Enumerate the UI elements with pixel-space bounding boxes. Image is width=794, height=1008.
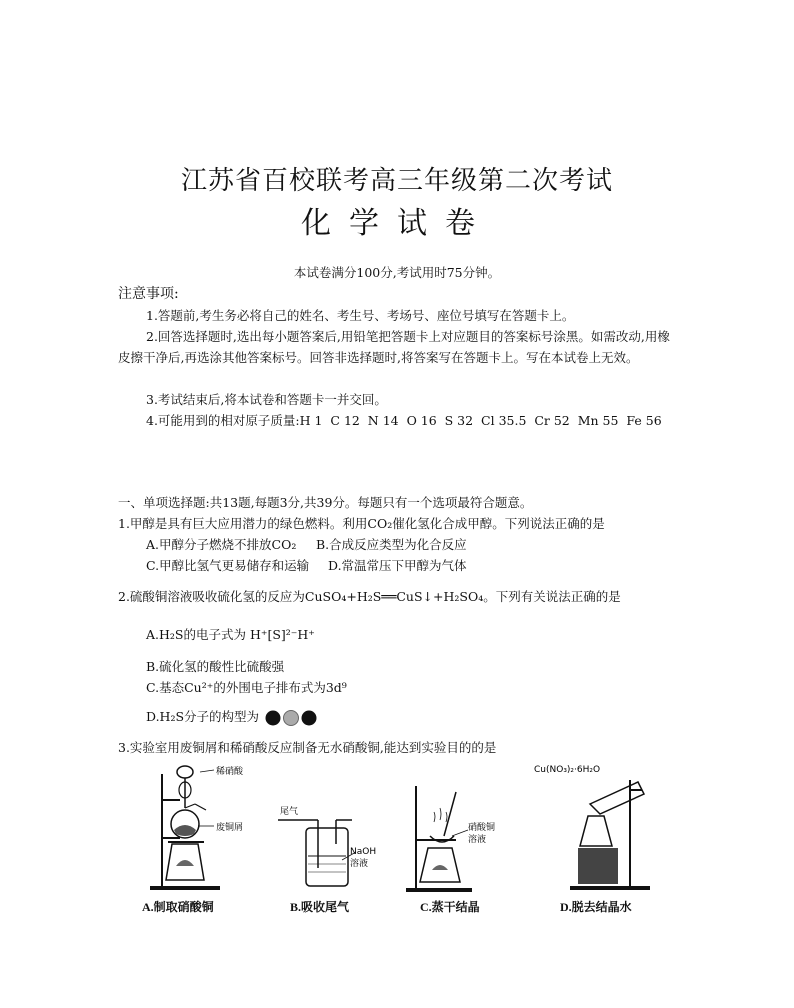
question-3-stem: 3.实验室用废铜屑和稀硝酸反应制备无水硝酸铜,能达到实验目的的是 <box>118 740 497 755</box>
apparatus-c-image <box>404 782 524 894</box>
caption-b: B.吸收尾气 <box>290 900 350 914</box>
label-dilute-nitric-acid: 稀硝酸 <box>216 767 244 777</box>
caption-a: A.制取硝酸铜 <box>142 900 214 914</box>
label-copper-nitrate: 硝酸铜 <box>468 823 496 833</box>
q2-option-a-prefix: A.H₂S的电子式为 <box>146 627 246 642</box>
apparatus-b-image <box>278 800 388 894</box>
exam-intro: 本试卷满分100分,考试用时75分钟。 <box>293 265 501 280</box>
caption-c: C.蒸干结晶 <box>420 900 480 914</box>
caption-d: D.脱去结晶水 <box>560 900 632 914</box>
label-copper-nitrate-hydrate: Cu(NO₃)₂·6H₂O <box>534 765 601 775</box>
notes-heading: 注意事项: <box>118 286 179 302</box>
q1-option-b: B.合成反应类型为化合反应 <box>316 537 467 552</box>
molecule-model-icon <box>263 709 323 727</box>
section-1-heading: 一、单项选择题:共13题,每题3分,共39分。每题只有一个选项最符合题意。 <box>118 495 533 510</box>
label-copper-scrap: 废铜屑 <box>216 823 244 833</box>
q2-option-d-text: D.H₂S分子的构型为 <box>146 709 260 724</box>
apparatus-figures <box>140 760 660 920</box>
q2-option-a <box>146 624 315 645</box>
q2-option-c: C.基态Cu²⁺的外围电子排布式为3d⁹ <box>146 680 347 695</box>
q1-option-d: D.常温常压下甲醇为气体 <box>328 558 467 573</box>
subject-title: 化学试卷 <box>301 206 493 241</box>
label-naoh: NaOH <box>350 847 377 857</box>
q2-option-d <box>146 706 323 727</box>
label-tail-gas: 尾气 <box>280 807 299 817</box>
q1-option-a: A.甲醇分子燃烧不排放CO₂ <box>146 537 297 552</box>
note-2: 2.回答选择题时,选出每小题答案后,用铅笔把答题卡上对应题目的答案标号涂黑。如需改动,用橡皮擦干净后,再选涂其他答案标号。回答非选择题时,将答案写在答题卡上。写在本试卷上无效。 <box>118 329 670 365</box>
note-3: 3.考试结束后,将本试卷和答题卡一并交回。 <box>146 392 387 407</box>
electron-formula: H⁺[S]²⁻H⁺ <box>249 627 315 642</box>
label-solution-c: 溶液 <box>468 835 487 845</box>
q1-option-c: C.甲醇比氢气更易储存和运输 <box>146 558 310 573</box>
note-4: 4.可能用到的相对原子质量:H 1 C 12 N 14 O 16 S 32 Cl 35.5 Cr 52 Mn 55 Fe 56 <box>146 413 662 428</box>
note-1: 1.答题前,考生务必将自己的姓名、考生号、考场号、座位号填写在答题卡上。 <box>146 308 575 323</box>
label-solution-b: 溶液 <box>350 859 369 869</box>
question-1-stem: 1.甲醇是具有巨大应用潜力的绿色燃料。利用CO₂催化氢化合成甲醇。下列说法正确的是 <box>118 516 605 531</box>
apparatus-d-image <box>530 760 660 894</box>
apparatus-a-image <box>140 760 270 894</box>
exam-title: 江苏省百校联考高三年级第二次考试 <box>180 166 613 196</box>
q2-option-b: B.硫化氢的酸性比硫酸强 <box>146 659 285 674</box>
question-2-stem: 2.硫酸铜溶液吸收硫化氢的反应为CuSO₄+H₂S══CuS↓+H₂SO₄。下列有关说法正确的是 <box>118 589 621 604</box>
